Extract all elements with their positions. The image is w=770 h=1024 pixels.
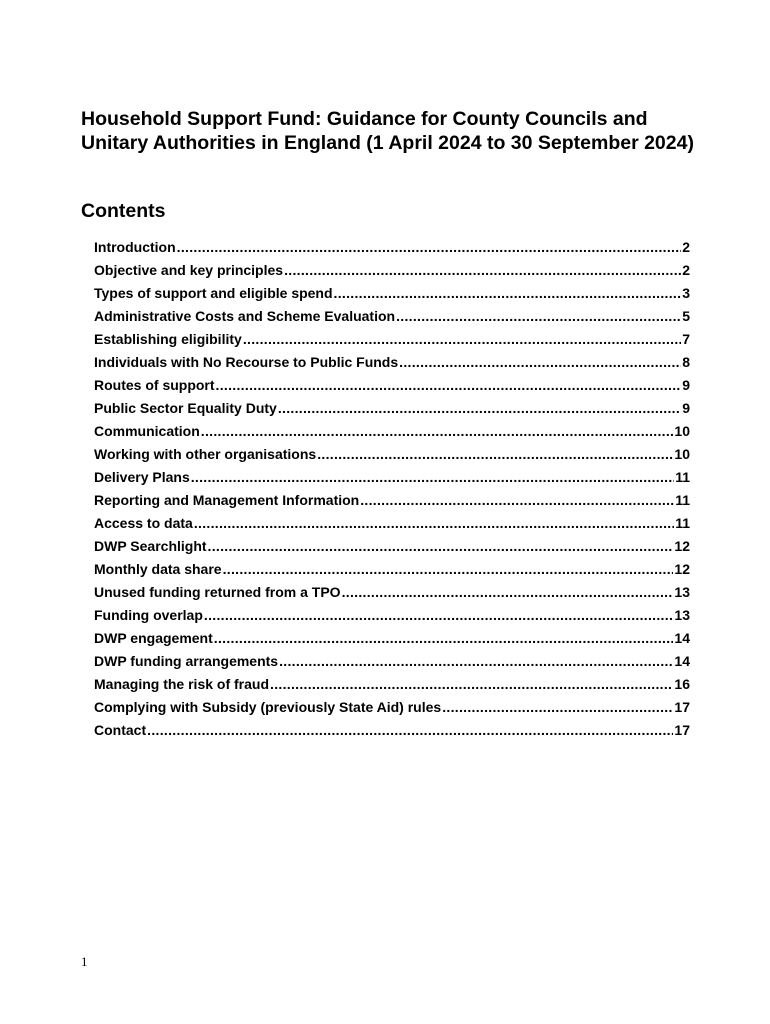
toc-dot-leader	[360, 489, 674, 512]
toc-entry[interactable]	[94, 627, 690, 650]
toc-entry-title: Managing the risk of fraud	[94, 676, 270, 692]
toc-entry-title: Funding overlap	[94, 607, 203, 623]
toc-entry[interactable]	[94, 259, 690, 282]
toc-entry-page: 3	[682, 285, 690, 301]
toc-entry-page: 8	[682, 354, 690, 370]
toc-entry-page: 10	[674, 423, 690, 439]
toc-dot-leader	[194, 512, 674, 535]
toc-entry-page: 7	[682, 331, 690, 347]
toc-dot-leader	[204, 604, 674, 627]
toc-entry[interactable]	[94, 466, 690, 489]
toc-dot-leader	[399, 351, 681, 374]
toc-entry-title: DWP funding arrangements	[94, 653, 279, 669]
toc-entry-page: 2	[682, 262, 690, 278]
toc-entry[interactable]	[94, 397, 690, 420]
toc-dot-leader	[396, 305, 681, 328]
toc-entry-title: Introduction	[94, 239, 176, 255]
toc-entry[interactable]	[94, 650, 690, 673]
toc-entry[interactable]	[94, 305, 690, 328]
toc-dot-leader	[208, 535, 674, 558]
toc-dot-leader	[284, 259, 681, 282]
toc-entry[interactable]	[94, 535, 690, 558]
toc-entry-title: Types of support and eligible spend	[94, 285, 333, 301]
toc-entry-page: 14	[674, 653, 690, 669]
toc-entry-page: 17	[674, 699, 690, 715]
toc-entry[interactable]	[94, 282, 690, 305]
toc-entry-page: 13	[674, 584, 690, 600]
toc-entry[interactable]	[94, 673, 690, 696]
toc-entry-title: Monthly data share	[94, 561, 222, 577]
toc-entry-page: 14	[674, 630, 690, 646]
toc-entry-title: Reporting and Management Information	[94, 492, 360, 508]
toc-entry[interactable]	[94, 420, 690, 443]
toc-entry-title: Contact	[94, 722, 147, 738]
toc-dot-leader	[442, 696, 673, 719]
toc-entry-title: Establishing eligibility	[94, 331, 242, 347]
toc-entry[interactable]	[94, 443, 690, 466]
toc-entry-page: 2	[682, 239, 690, 255]
toc-dot-leader	[342, 581, 674, 604]
toc-dot-leader	[317, 443, 673, 466]
toc-entry[interactable]	[94, 719, 690, 742]
toc-dot-leader	[214, 627, 674, 650]
toc-entry[interactable]	[94, 374, 690, 397]
toc-entry[interactable]	[94, 351, 690, 374]
toc-entry-page: 9	[682, 400, 690, 416]
toc-dot-leader	[177, 236, 682, 259]
toc-dot-leader	[191, 466, 674, 489]
toc-entry-title: Routes of support	[94, 377, 215, 393]
toc-entry-title: Administrative Costs and Scheme Evaluation	[94, 308, 396, 324]
toc-entry-page: 10	[674, 446, 690, 462]
toc-dot-leader	[243, 328, 681, 351]
toc-entry-title: Unused funding returned from a TPO	[94, 584, 341, 600]
toc-entry[interactable]	[94, 696, 690, 719]
toc-entry[interactable]	[94, 581, 690, 604]
toc-dot-leader	[279, 650, 673, 673]
toc-entry[interactable]	[94, 328, 690, 351]
toc-entry-page: 5	[682, 308, 690, 324]
toc-entry-page: 9	[682, 377, 690, 393]
toc-dot-leader	[147, 719, 673, 742]
toc-entry-title: Working with other organisations	[94, 446, 317, 462]
toc-entry-title: Delivery Plans	[94, 469, 190, 485]
toc-entry-title: Communication	[94, 423, 200, 439]
toc-entry[interactable]	[94, 558, 690, 581]
toc-dot-leader	[223, 558, 674, 581]
toc-entry-title: Individuals with No Recourse to Public Funds	[94, 354, 399, 370]
toc-entry-page: 17	[674, 722, 690, 738]
toc-entry-page: 12	[674, 538, 690, 554]
toc-entry-page: 12	[674, 561, 690, 577]
toc-entry-title: Access to data	[94, 515, 193, 531]
page-number: 1	[81, 954, 88, 969]
document-title: Household Support Fund: Guidance for County Councils and Unitary Authorities in England (1 April 2024 to 30 September 2024)	[81, 108, 694, 154]
toc-entry[interactable]	[94, 512, 690, 535]
toc-entry[interactable]	[94, 236, 690, 259]
toc-dot-leader	[334, 282, 682, 305]
toc-dot-leader	[278, 397, 681, 420]
toc-entry-title: Complying with Subsidy (previously State Aid) rules	[94, 699, 442, 715]
toc-dot-leader	[270, 673, 673, 696]
toc-entry-title: Objective and key principles	[94, 262, 284, 278]
toc-entry-title: DWP engagement	[94, 630, 213, 646]
toc-entry-title: DWP Searchlight	[94, 538, 207, 554]
table-of-contents	[94, 236, 690, 742]
toc-dot-leader	[201, 420, 674, 443]
toc-dot-leader	[216, 374, 682, 397]
toc-entry-title: Public Sector Equality Duty	[94, 400, 277, 416]
toc-entry-page: 16	[674, 676, 690, 692]
toc-entry-page: 13	[674, 607, 690, 623]
contents-heading: Contents	[81, 200, 166, 222]
toc-entry-page: 11	[675, 515, 690, 531]
toc-entry[interactable]	[94, 489, 690, 512]
toc-entry-page: 11	[675, 492, 690, 508]
toc-entry[interactable]	[94, 604, 690, 627]
toc-entry-page: 11	[675, 469, 690, 485]
